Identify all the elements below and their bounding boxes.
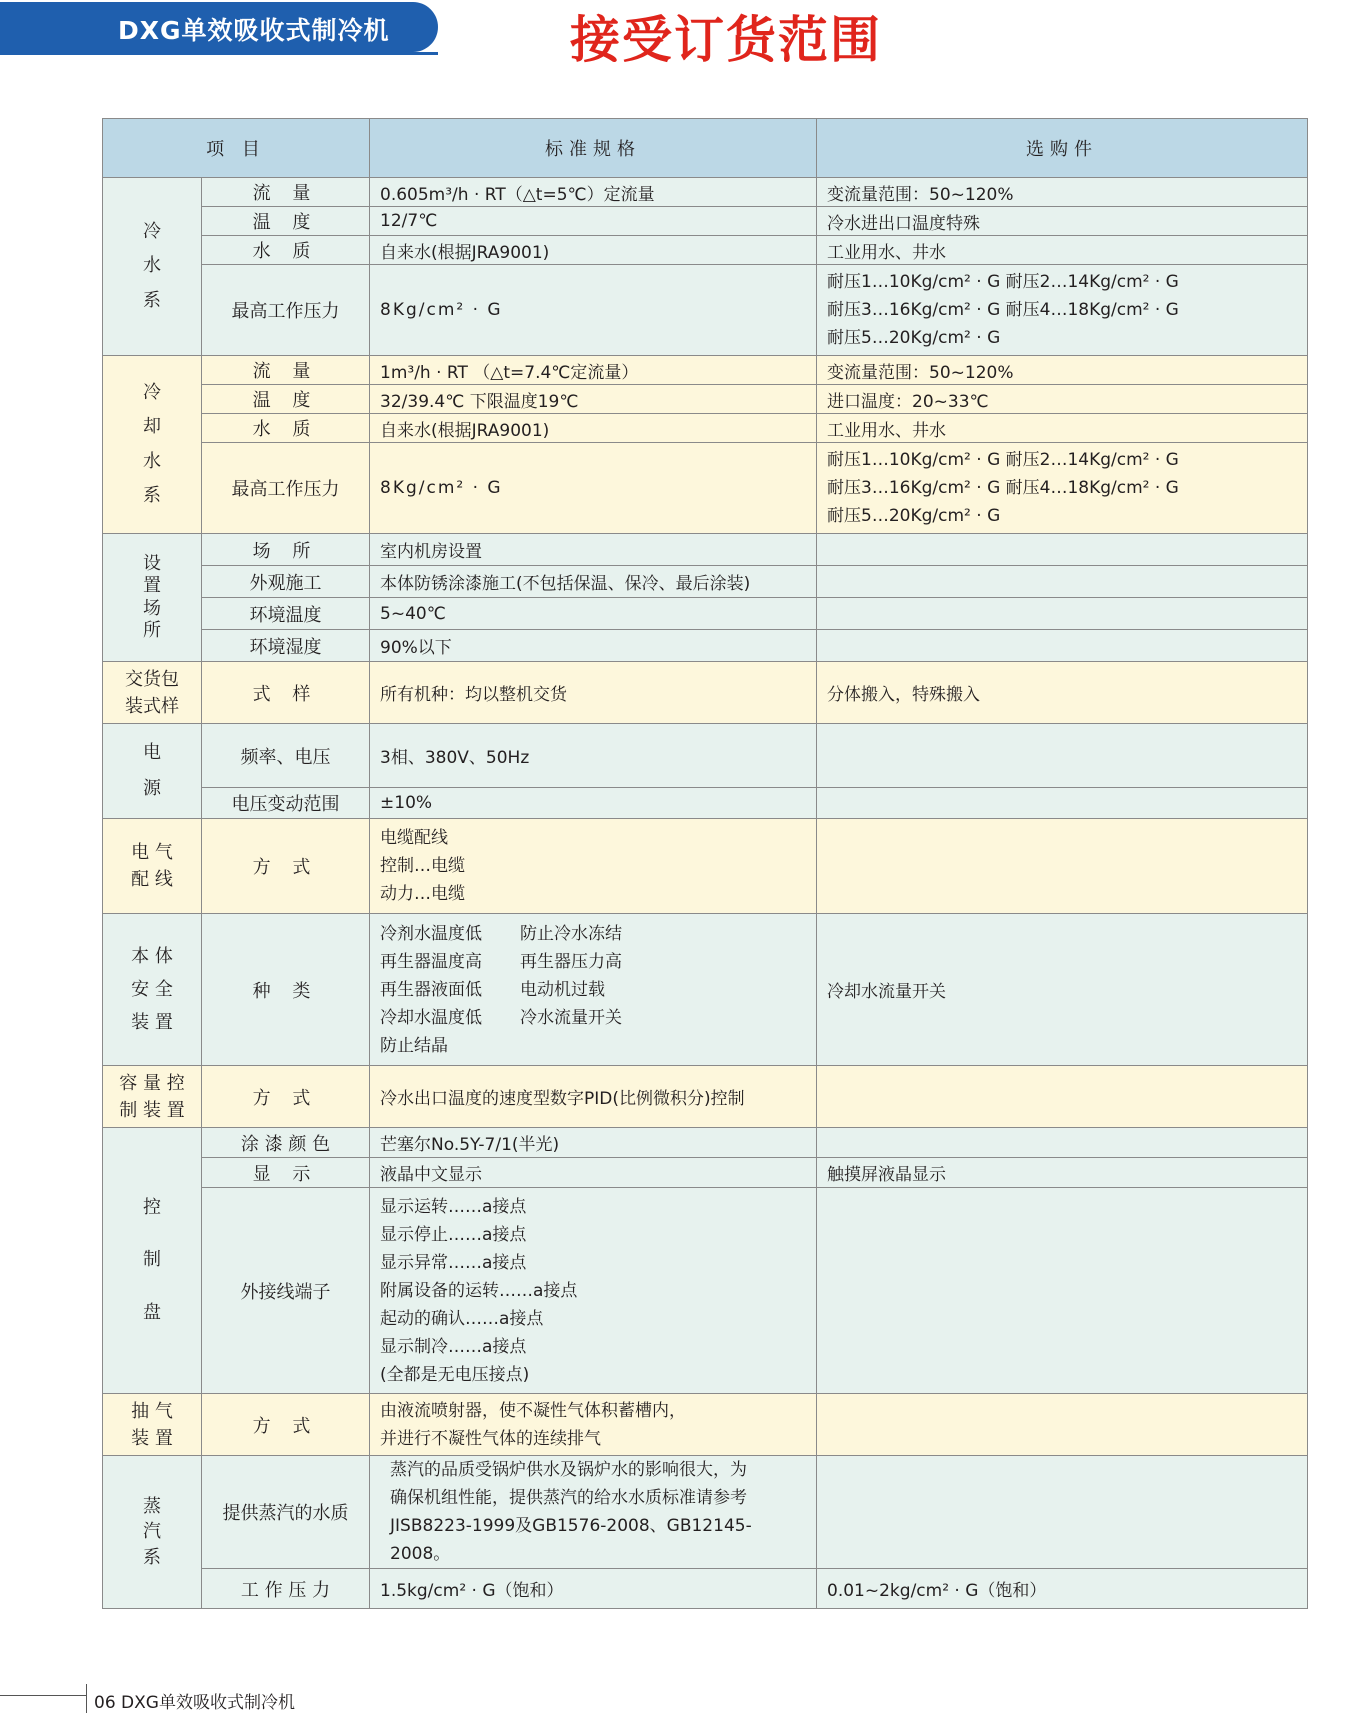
category-purge: 抽 气 装 置: [103, 1394, 202, 1456]
opt-value: [817, 819, 1308, 914]
table-row: [103, 356, 1308, 385]
std-value: 液晶中文显示: [370, 1158, 817, 1188]
table-row: [103, 265, 1308, 356]
item-flow: 流 量: [202, 178, 370, 207]
opt-value: [817, 788, 1308, 819]
opt-value: [817, 534, 1308, 566]
item-quality: 水 质: [202, 414, 370, 443]
opt-value: [817, 1128, 1308, 1158]
opt-value: [817, 630, 1308, 662]
std-value: 12/7℃: [370, 207, 817, 236]
item-method: 方 式: [202, 1066, 370, 1128]
item-max-pressure: 最高工作压力: [202, 443, 370, 534]
item-freq-voltage: 频率、电压: [202, 724, 370, 788]
table-row: [103, 178, 1308, 207]
table-row: [103, 534, 1308, 566]
std-value: 室内机房设置: [370, 534, 817, 566]
opt-value: 工业用水、井水: [817, 414, 1308, 443]
std-value: 90%以下: [370, 630, 817, 662]
header-tab-label: DXG单效吸收式制冷机: [118, 16, 390, 45]
opt-value: [817, 724, 1308, 788]
std-value: 0.605m³/h · RT（△t=5℃）定流量: [370, 178, 817, 207]
item-env-humidity: 环境湿度: [202, 630, 370, 662]
std-value: 32/39.4℃ 下限温度19℃: [370, 385, 817, 414]
table-row: [103, 1569, 1308, 1609]
table-row: [103, 819, 1308, 914]
table-row: [103, 630, 1308, 662]
footer-rule: [0, 1695, 86, 1696]
std-value: 自来水(根据JRA9001): [370, 414, 817, 443]
col-header-item: 项 目: [103, 119, 370, 178]
opt-value: [817, 1188, 1308, 1394]
std-value: 本体防锈涂漆施工(不包括保温、保冷、最后涂装): [370, 566, 817, 598]
table-row: [103, 1394, 1308, 1456]
item-terminals: 外接线端子: [202, 1188, 370, 1394]
category-control-panel: 控 制 盘: [103, 1128, 202, 1394]
table-row: [103, 207, 1308, 236]
opt-value: [817, 1456, 1308, 1569]
item-quality: 水 质: [202, 236, 370, 265]
opt-value: 工业用水、井水: [817, 236, 1308, 265]
opt-value: 触摸屏液晶显示: [817, 1158, 1308, 1188]
item-finish: 外观施工: [202, 566, 370, 598]
category-capacity-control: 容 量 控 制 装 置: [103, 1066, 202, 1128]
std-value: 显示运转……a接点 显示停止……a接点 显示异常……a接点 附属设备的运转……a接点 起动的确认……a接点 显示制冷……a接点 (全都是无电压接点): [370, 1188, 817, 1394]
std-value: 自来水(根据JRA9001): [370, 236, 817, 265]
opt-value: [817, 598, 1308, 630]
item-temp: 温 度: [202, 207, 370, 236]
opt-value: 0.01~2kg/cm² · G（饱和）: [817, 1569, 1308, 1609]
order-scope-table: [102, 118, 1308, 1609]
item-env-temp: 环境温度: [202, 598, 370, 630]
std-value: 由液流喷射器，使不凝性气体积蓄槽内， 并进行不凝性气体的连续排气: [370, 1394, 817, 1456]
category-delivery: 交货包 装式样: [103, 662, 202, 724]
opt-value: 耐压1…10Kg/cm² · G 耐压2…14Kg/cm² · G 耐压3…16Kg/cm² · G 耐压4…18Kg/cm² · G 耐压5…20Kg/cm² · G: [817, 443, 1308, 534]
opt-value: 进口温度：20~33℃: [817, 385, 1308, 414]
item-method: 方 式: [202, 1394, 370, 1456]
item-working-pressure: 工 作 压 力: [202, 1569, 370, 1609]
item-temp: 温 度: [202, 385, 370, 414]
table-header-row: [103, 119, 1308, 178]
item-voltage-range: 电压变动范围: [202, 788, 370, 819]
item-steam-quality: 提供蒸汽的水质: [202, 1456, 370, 1569]
std-value: 冷水出口温度的速度型数字PID(比例微积分)控制: [370, 1066, 817, 1128]
std-value: 所有机种：均以整机交货: [370, 662, 817, 724]
item-method: 方 式: [202, 819, 370, 914]
item-display: 显 示: [202, 1158, 370, 1188]
category-installation: 设 置 场 所: [103, 534, 202, 662]
std-value: 冷剂水温度低 防止冷水冻结 再生器温度高 再生器压力高 再生器液面低 电动机过载 冷却水温度低 冷水流量开关 防止结晶: [370, 914, 817, 1066]
opt-value: 冷水进出口温度特殊: [817, 207, 1308, 236]
table-row: [103, 1188, 1308, 1394]
table-row: [103, 1066, 1308, 1128]
table-row: [103, 724, 1308, 788]
table-row: [103, 1158, 1308, 1188]
col-header-std: 标准规格: [370, 119, 817, 178]
page-number: 06: [94, 1693, 116, 1713]
table-row: [103, 914, 1308, 1066]
opt-value: [817, 1066, 1308, 1128]
table-row: [103, 788, 1308, 819]
item-type: 种 类: [202, 914, 370, 1066]
item-max-pressure: 最高工作压力: [202, 265, 370, 356]
header-rule: [0, 52, 438, 55]
table-row: [103, 443, 1308, 534]
table-row: [103, 598, 1308, 630]
table-row: [103, 1128, 1308, 1158]
opt-value: [817, 1394, 1308, 1456]
std-value: 电缆配线 控制…电缆 动力…电缆: [370, 819, 817, 914]
item-paint-color: 涂 漆 颜 色: [202, 1128, 370, 1158]
item-flow: 流 量: [202, 356, 370, 385]
category-chilled-water: 冷 水 系: [103, 178, 202, 356]
footer: [94, 1688, 295, 1713]
table-row: [103, 662, 1308, 724]
footer-divider: [86, 1684, 87, 1713]
opt-value: 耐压1…10Kg/cm² · G 耐压2…14Kg/cm² · G 耐压3…16Kg/cm² · G 耐压4…18Kg/cm² · G 耐压5…20Kg/cm² · G: [817, 265, 1308, 356]
opt-value: 分体搬入，特殊搬入: [817, 662, 1308, 724]
std-value: 1.5kg/cm² · G（饱和）: [370, 1569, 817, 1609]
std-value: 8Kg/cm² · G: [370, 443, 817, 534]
col-header-opt: 选购件: [817, 119, 1308, 178]
opt-value: [817, 566, 1308, 598]
opt-value: 冷却水流量开关: [817, 914, 1308, 1066]
std-value: ±10%: [370, 788, 817, 819]
opt-value: 变流量范围：50~120%: [817, 178, 1308, 207]
header-tab: [0, 2, 438, 52]
table-row: [103, 236, 1308, 265]
std-value: 5~40℃: [370, 598, 817, 630]
category-wiring: 电 气 配 线: [103, 819, 202, 914]
table-row: [103, 1456, 1308, 1569]
category-safety: 本 体 安 全 装 置: [103, 914, 202, 1066]
std-value: 芒塞尔No.5Y-7/1(半光): [370, 1128, 817, 1158]
std-value: 8Kg/cm² · G: [370, 265, 817, 356]
opt-value: 变流量范围：50~120%: [817, 356, 1308, 385]
page-title: 接受订货范围: [570, 10, 882, 69]
std-value: 蒸汽的品质受锅炉供水及锅炉水的影响很大，为 确保机组性能，提供蒸汽的给水水质标准请参考 JISB8223-1999及GB1576-2008、GB12145-2008。: [370, 1456, 817, 1569]
item-place: 场 所: [202, 534, 370, 566]
category-power: 电 源: [103, 724, 202, 819]
table-row: [103, 414, 1308, 443]
footer-title: DXG单效吸收式制冷机: [121, 1693, 295, 1713]
item-style: 式 样: [202, 662, 370, 724]
category-cooling-water: 冷 却 水 系: [103, 356, 202, 534]
std-value: 1m³/h · RT （△t=7.4℃定流量）: [370, 356, 817, 385]
table-row: [103, 385, 1308, 414]
category-steam: 蒸 汽 系: [103, 1456, 202, 1609]
std-value: 3相、380V、50Hz: [370, 724, 817, 788]
table-row: [103, 566, 1308, 598]
